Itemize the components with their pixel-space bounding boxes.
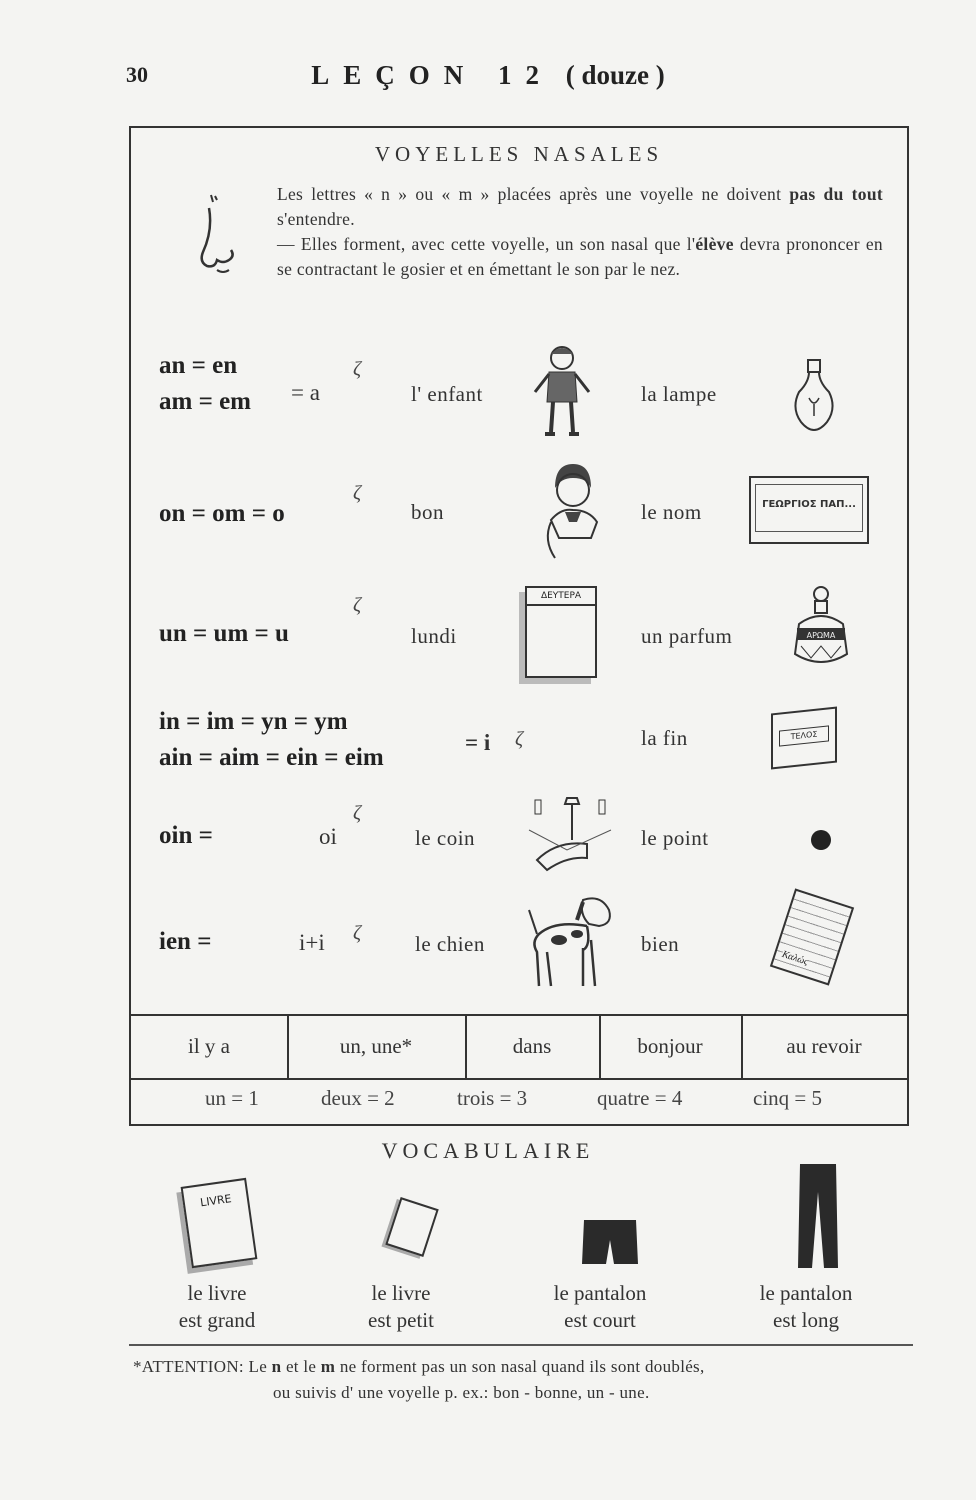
- example-point: le point: [641, 826, 709, 850]
- number-5: cinq = 5: [753, 1086, 822, 1110]
- vocab-item-line1: le livre: [371, 1281, 431, 1305]
- vocab-table: [131, 1014, 907, 1080]
- vocab-cell: dans: [465, 1016, 601, 1078]
- letter-illustration: [770, 888, 854, 985]
- example-enfant: l' enfant: [411, 382, 483, 406]
- rule-ien: ien =: [159, 928, 212, 955]
- vocab-item-line2: est grand: [178, 1308, 256, 1332]
- intro-paragraph-2: [277, 232, 883, 282]
- footnote-line-2: ou suivis d' une voyelle p. ex.: bon - bonne, un - une.: [273, 1383, 650, 1402]
- nasal-vowels-box: [129, 126, 909, 1126]
- rule-on: on = om = o: [159, 500, 285, 527]
- example-parfum: un parfum: [641, 624, 733, 648]
- lesson-title-main: LEÇON 12: [311, 60, 554, 90]
- rule-ain: ain = aim = ein = eim: [159, 744, 384, 771]
- example-bien: bien: [641, 932, 680, 956]
- long-trousers-illustration: [796, 1162, 840, 1270]
- calendar-illustration: [525, 586, 597, 678]
- lesson-title-number-word: ( douze ): [565, 60, 665, 90]
- example-fin: la fin: [641, 726, 688, 750]
- vocab-cell: il y a: [131, 1016, 289, 1078]
- number-3: trois = 3: [457, 1086, 528, 1110]
- example-chien: le chien: [415, 932, 485, 956]
- footnote-text-a: Le: [248, 1357, 268, 1376]
- intro-paragraph-1: [277, 182, 883, 232]
- rule-an-en: an = en: [159, 352, 238, 379]
- vocab-item-line2: est long: [773, 1308, 839, 1332]
- dot-illustration: [811, 830, 831, 850]
- rule-un: un = um = u: [159, 620, 289, 647]
- number-2: deux = 2: [321, 1086, 395, 1110]
- intro-1c: s'entendre.: [277, 209, 355, 229]
- intro-text: [277, 182, 883, 282]
- rule-am-em: am = em: [159, 388, 251, 415]
- rule-oin-result: oi: [319, 824, 337, 849]
- vocab-item-long-trousers: [726, 1280, 886, 1334]
- vocab-item-line1: le livre: [187, 1281, 247, 1305]
- vocab-item-small-book: [336, 1280, 466, 1334]
- light-bulb-illustration: [789, 358, 839, 438]
- rule-oin: oin =: [159, 822, 213, 849]
- intro-2b-bold: élève: [695, 234, 734, 254]
- letter-signature: Καλώς: [780, 948, 810, 968]
- nasal-mark: ζ: [515, 728, 524, 750]
- rule-in: in = im = yn = ym: [159, 708, 348, 735]
- vocab-item-line1: le pantalon: [553, 1281, 647, 1305]
- vocabulaire-title: VOCABULAIRE: [381, 1138, 595, 1163]
- nose-icon: [193, 190, 243, 280]
- perfume-bottle-illustration: [791, 584, 851, 670]
- vocab-item-line2: est petit: [368, 1308, 434, 1332]
- perfume-label: ΑΡΩΜΑ: [806, 631, 836, 640]
- nasal-mark: ζ: [353, 802, 362, 824]
- footnote-letter-n: n: [271, 1357, 282, 1376]
- vocab-item-line2: est court: [564, 1308, 636, 1332]
- short-trousers-illustration: [580, 1218, 640, 1268]
- rule-in-result: = i: [465, 730, 491, 755]
- example-lundi: lundi: [411, 624, 457, 648]
- example-coin: le coin: [415, 826, 476, 850]
- numbers-row: [131, 1078, 907, 1124]
- child-illustration: [527, 340, 597, 440]
- nameplate-illustration: [749, 476, 869, 544]
- nasal-mark: ζ: [353, 922, 362, 944]
- page-number: 30: [126, 62, 148, 87]
- intro-2a: — Elles forment, avec cette voyelle, un son nasal que l': [277, 234, 696, 254]
- example-bon: bon: [411, 500, 444, 524]
- footnote-text-c: ne forment pas un son nasal quand ils sont doublés,: [339, 1357, 705, 1376]
- number-4: quatre = 4: [597, 1086, 683, 1110]
- girl-illustration: [531, 460, 611, 560]
- room-corner-illustration: [527, 790, 613, 880]
- intro-1a: Les lettres « n » ou « m » placées après une voyelle ne doivent: [277, 184, 782, 204]
- footnote-prefix: *ATTENTION:: [133, 1357, 244, 1376]
- big-book-illustration: [181, 1178, 258, 1268]
- vocab-item-short-trousers: [520, 1280, 680, 1334]
- nasal-mark: ζ: [353, 594, 362, 616]
- vocab-cell: bonjour: [599, 1016, 743, 1078]
- vocab-cell: un, une*: [287, 1016, 467, 1078]
- footnote: [133, 1354, 923, 1406]
- box-title: VOYELLES NASALES: [374, 142, 664, 166]
- nasal-mark: ζ: [353, 482, 362, 504]
- rule-an-result: = a: [291, 380, 320, 405]
- footnote-line-1: [133, 1354, 923, 1380]
- example-lampe: la lampe: [641, 382, 717, 406]
- footnote-text-b: et le: [285, 1357, 317, 1376]
- calendar-text: ΔΕΥΤΕΡΑ: [527, 588, 595, 606]
- open-book-illustration: [771, 707, 837, 770]
- vocab-item-big-book: [152, 1280, 282, 1334]
- nameplate-text: ΓΕΩΡΓΙΟΣ ΠΑΠ...: [755, 484, 863, 532]
- book-end-text: ΤΕΛΟΣ: [779, 725, 829, 746]
- footnote-letter-m: m: [320, 1357, 336, 1376]
- nasal-mark: ζ: [353, 358, 362, 380]
- number-1: un = 1: [205, 1086, 259, 1110]
- dog-illustration: [525, 890, 617, 994]
- intro-2c: devra prononcer en se contractant le gosier et en émettant le son par le nez.: [277, 234, 883, 279]
- lesson-title: [0, 60, 976, 91]
- vocab-cell: au revoir: [786, 1034, 862, 1058]
- small-book-illustration: [385, 1197, 438, 1257]
- intro-1b-bold: pas du tout: [789, 184, 883, 204]
- footnote-divider: [129, 1344, 913, 1346]
- example-nom: le nom: [641, 500, 702, 524]
- book-cover-text: LIVRE: [199, 1192, 233, 1210]
- vocab-item-line1: le pantalon: [759, 1281, 853, 1305]
- rule-ien-result: i+i: [299, 930, 325, 955]
